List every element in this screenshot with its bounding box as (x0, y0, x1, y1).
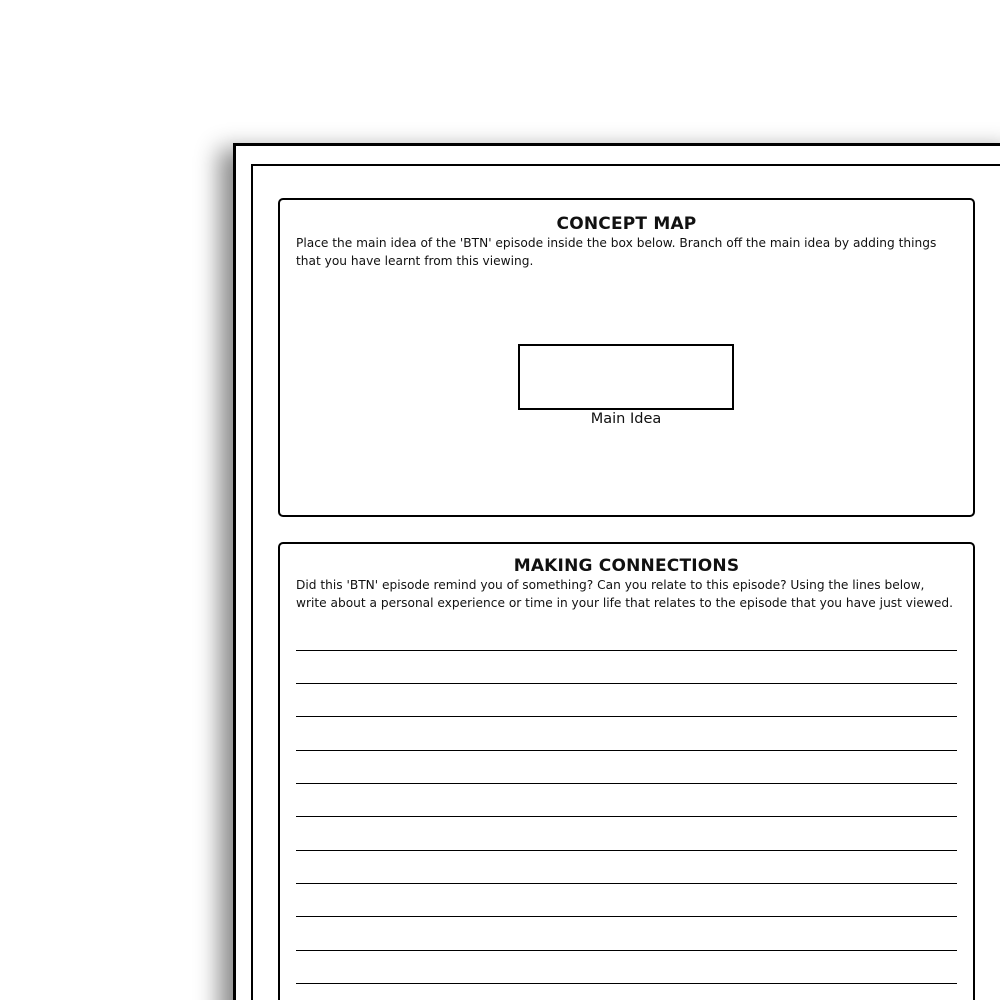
concept-map-panel (278, 198, 975, 517)
making-connections-title: MAKING CONNECTIONS (513, 556, 740, 576)
writing-line[interactable] (296, 783, 957, 784)
main-idea-label: Main Idea (590, 411, 662, 427)
writing-line[interactable] (296, 950, 957, 951)
making-connections-instructions: Did this 'BTN' episode remind you of something? Can you relate to this episode? Using the lines below, write about a personal experience or time in your life that relates to the episode that you have just viewed. (296, 578, 953, 610)
writing-line[interactable] (296, 983, 957, 984)
making-connections-panel (278, 542, 975, 1000)
writing-line[interactable] (296, 816, 957, 817)
writing-line[interactable] (296, 916, 957, 917)
writing-line[interactable] (296, 750, 957, 751)
concept-map-instructions: Place the main idea of the 'BTN' episode inside the box below. Branch off the main idea by adding things that you have learnt from this viewing. (296, 236, 937, 268)
writing-line[interactable] (296, 716, 957, 717)
writing-line[interactable] (296, 650, 957, 651)
writing-line[interactable] (296, 883, 957, 884)
concept-map-title: CONCEPT MAP (556, 214, 697, 234)
main-idea-box[interactable] (518, 344, 734, 410)
writing-line[interactable] (296, 683, 957, 684)
writing-line[interactable] (296, 850, 957, 851)
